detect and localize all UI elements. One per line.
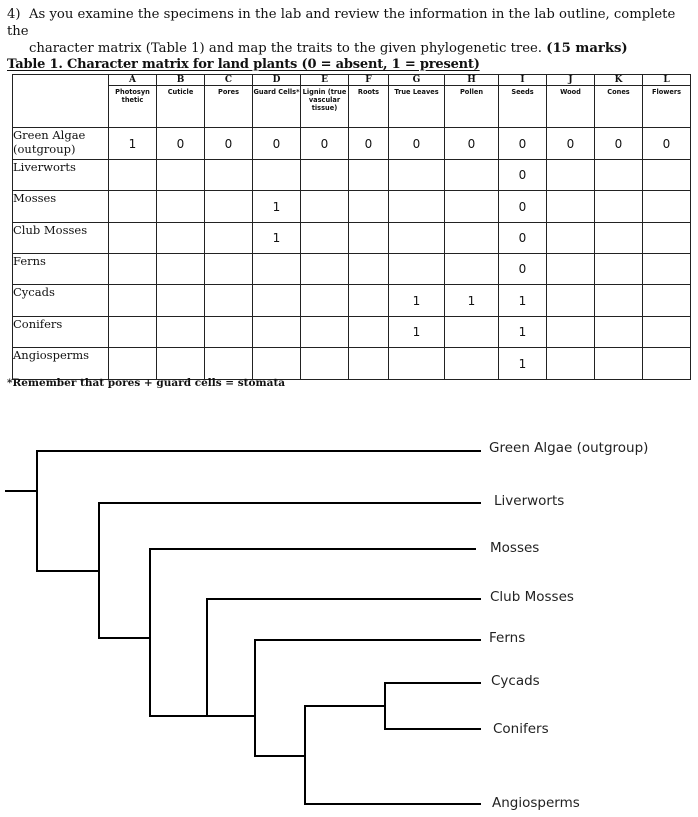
matrix-cell-d[interactable]: 1: [253, 191, 301, 223]
column-header-b: [157, 75, 205, 128]
column-trait-label: Lignin (true vascular tissue): [302, 88, 347, 112]
taxon-name-cell: Cycads: [13, 285, 109, 317]
question-line-2: character matrix (Table 1) and map the traits to the given phylogenetic tree.: [29, 41, 542, 56]
matrix-cell-d[interactable]: [253, 317, 301, 348]
matrix-cell-j[interactable]: 0: [547, 128, 595, 160]
table-row: [13, 128, 691, 160]
column-letter: B: [157, 75, 204, 86]
matrix-cell-d[interactable]: [253, 254, 301, 285]
matrix-cell-g[interactable]: [389, 254, 445, 285]
question-text: [7, 6, 687, 57]
tree-label-ferns: Ferns: [489, 630, 526, 646]
matrix-cell-e[interactable]: [301, 254, 349, 285]
column-header-g: [389, 75, 445, 128]
matrix-cell-i[interactable]: 1: [499, 285, 547, 317]
matrix-cell-a[interactable]: [109, 348, 157, 380]
matrix-cell-c[interactable]: [205, 254, 253, 285]
taxon-name-cell: Ferns: [13, 254, 109, 285]
matrix-cell-d[interactable]: [253, 285, 301, 317]
matrix-cell-h[interactable]: [445, 317, 499, 348]
tree-label-angiosperms: Angiosperms: [492, 795, 580, 811]
taxon-name-cell: Conifers: [13, 317, 109, 348]
matrix-cell-j[interactable]: [547, 160, 595, 191]
matrix-cell-h[interactable]: [445, 254, 499, 285]
matrix-cell-k[interactable]: [595, 285, 643, 317]
matrix-cell-j[interactable]: [547, 254, 595, 285]
footnote: *Remember that pores + guard cells = stomata: [7, 377, 286, 389]
matrix-body: [13, 128, 691, 380]
column-header-e: [301, 75, 349, 128]
column-trait-label: Guard Cells*: [253, 88, 300, 96]
matrix-cell-k[interactable]: 0: [595, 128, 643, 160]
matrix-cell-b[interactable]: [157, 223, 205, 254]
column-header-c: [205, 75, 253, 128]
matrix-cell-d[interactable]: 1: [253, 223, 301, 254]
table-row: [13, 348, 691, 380]
column-letter: J: [547, 75, 594, 86]
column-header-h: [445, 75, 499, 128]
column-letter: G: [389, 75, 444, 86]
column-letter: H: [445, 75, 498, 86]
matrix-cell-g[interactable]: 1: [389, 285, 445, 317]
matrix-cell-b[interactable]: [157, 317, 205, 348]
matrix-cell-g[interactable]: 0: [389, 128, 445, 160]
matrix-cell-k[interactable]: [595, 254, 643, 285]
question-line-1: As you examine the specimens in the lab and review the information in the lab outline, complete the: [7, 7, 676, 39]
matrix-cell-c[interactable]: [205, 191, 253, 223]
matrix-cell-b[interactable]: [157, 285, 205, 317]
matrix-cell-f[interactable]: [349, 191, 389, 223]
matrix-cell-a[interactable]: [109, 317, 157, 348]
tree-label-mosses: Mosses: [490, 540, 540, 556]
table-row: [13, 223, 691, 254]
column-trait-label: Seeds: [511, 88, 534, 96]
column-trait-label: Photosyn thetic: [115, 88, 150, 104]
table-row: [13, 317, 691, 348]
matrix-cell-g[interactable]: [389, 160, 445, 191]
tree-label-club-mosses: Club Mosses: [490, 589, 574, 605]
taxon-name-cell: Green Algae (outgroup): [13, 128, 109, 160]
matrix-cell-g[interactable]: [389, 223, 445, 254]
column-trait-label: Cuticle: [167, 88, 194, 96]
matrix-cell-f[interactable]: [349, 160, 389, 191]
column-trait-label: True Leaves: [394, 88, 439, 96]
matrix-cell-d[interactable]: [253, 348, 301, 380]
matrix-cell-b[interactable]: 0: [157, 128, 205, 160]
matrix-cell-c[interactable]: [205, 223, 253, 254]
matrix-cell-l[interactable]: [643, 191, 691, 223]
table-row: [13, 254, 691, 285]
column-header-k: [595, 75, 643, 128]
column-letter: D: [253, 75, 300, 86]
column-trait-label: Flowers: [651, 88, 682, 96]
column-trait-label: Roots: [357, 88, 380, 96]
taxon-name-cell: Club Mosses: [13, 223, 109, 254]
matrix-cell-c[interactable]: 0: [205, 128, 253, 160]
matrix-cell-b[interactable]: [157, 254, 205, 285]
taxon-name-cell: Angiosperms: [13, 348, 109, 380]
phylogenetic-tree: [0, 420, 698, 817]
matrix-cell-l[interactable]: [643, 317, 691, 348]
column-letter: L: [643, 75, 690, 86]
matrix-cell-j[interactable]: [547, 285, 595, 317]
matrix-cell-e[interactable]: 0: [301, 128, 349, 160]
column-header-i: [499, 75, 547, 128]
matrix-cell-h[interactable]: [445, 223, 499, 254]
matrix-cell-f[interactable]: 0: [349, 128, 389, 160]
table-row: [13, 160, 691, 191]
matrix-cell-i[interactable]: 1: [499, 317, 547, 348]
matrix-cell-k[interactable]: [595, 191, 643, 223]
matrix-cell-c[interactable]: [205, 317, 253, 348]
matrix-cell-h[interactable]: 0: [445, 128, 499, 160]
matrix-cell-e[interactable]: [301, 160, 349, 191]
tree-label-green-algae: Green Algae (outgroup): [489, 440, 649, 456]
matrix-cell-j[interactable]: [547, 223, 595, 254]
column-letter: K: [595, 75, 642, 86]
matrix-cell-l[interactable]: [643, 348, 691, 380]
matrix-cell-i[interactable]: 1: [499, 348, 547, 380]
header-corner-cell: [13, 75, 109, 128]
table-row: [13, 191, 691, 223]
matrix-cell-i[interactable]: 0: [499, 254, 547, 285]
matrix-cell-l[interactable]: [643, 223, 691, 254]
matrix-cell-e[interactable]: [301, 317, 349, 348]
matrix-cell-e[interactable]: [301, 348, 349, 380]
matrix-cell-c[interactable]: [205, 285, 253, 317]
matrix-cell-j[interactable]: [547, 191, 595, 223]
matrix-cell-i[interactable]: 0: [499, 128, 547, 160]
header-row: [13, 75, 691, 128]
matrix-cell-b[interactable]: [157, 191, 205, 223]
matrix-cell-k[interactable]: [595, 317, 643, 348]
matrix-cell-d[interactable]: 0: [253, 128, 301, 160]
matrix-cell-j[interactable]: [547, 317, 595, 348]
tree-label-cycads: Cycads: [491, 673, 540, 689]
matrix-cell-f[interactable]: [349, 348, 389, 380]
matrix-cell-i[interactable]: 0: [499, 223, 547, 254]
matrix-cell-a[interactable]: 1: [109, 128, 157, 160]
matrix-cell-b[interactable]: [157, 348, 205, 380]
taxon-name-cell: Mosses: [13, 191, 109, 223]
matrix-cell-a[interactable]: [109, 254, 157, 285]
matrix-cell-h[interactable]: [445, 191, 499, 223]
matrix-cell-h[interactable]: [445, 348, 499, 380]
matrix-cell-j[interactable]: [547, 348, 595, 380]
table-caption: Table 1. Character matrix for land plants (0 = absent, 1 = present): [7, 57, 480, 72]
matrix-cell-l[interactable]: [643, 285, 691, 317]
matrix-cell-g[interactable]: [389, 348, 445, 380]
column-letter: I: [499, 75, 546, 86]
matrix-cell-c[interactable]: [205, 348, 253, 380]
matrix-cell-l[interactable]: [643, 254, 691, 285]
matrix-cell-i[interactable]: 0: [499, 160, 547, 191]
matrix-cell-f[interactable]: [349, 285, 389, 317]
matrix-cell-h[interactable]: 1: [445, 285, 499, 317]
matrix-cell-b[interactable]: [157, 160, 205, 191]
question-marks: (15 marks): [546, 41, 628, 56]
column-letter: A: [109, 75, 156, 86]
matrix-cell-e[interactable]: [301, 223, 349, 254]
matrix-cell-f[interactable]: [349, 317, 389, 348]
matrix-cell-a[interactable]: [109, 223, 157, 254]
matrix-cell-a[interactable]: [109, 160, 157, 191]
matrix-cell-g[interactable]: 1: [389, 317, 445, 348]
matrix-cell-k[interactable]: [595, 160, 643, 191]
matrix-cell-l[interactable]: [643, 160, 691, 191]
tree-label-conifers: Conifers: [493, 721, 549, 737]
matrix-cell-e[interactable]: [301, 191, 349, 223]
matrix-cell-e[interactable]: [301, 285, 349, 317]
column-trait-label: Pores: [217, 88, 239, 96]
taxon-name-cell: Liverworts: [13, 160, 109, 191]
column-header-d: [253, 75, 301, 128]
table-row: [13, 285, 691, 317]
matrix-cell-l[interactable]: 0: [643, 128, 691, 160]
matrix-cell-a[interactable]: [109, 191, 157, 223]
matrix-cell-a[interactable]: [109, 285, 157, 317]
matrix-cell-h[interactable]: [445, 160, 499, 191]
question-number: 4): [7, 7, 21, 22]
column-trait-label: Wood: [560, 88, 581, 96]
matrix-cell-k[interactable]: [595, 223, 643, 254]
column-header-j: [547, 75, 595, 128]
column-letter: F: [349, 75, 388, 86]
tree-label-liverworts: Liverworts: [494, 493, 565, 509]
matrix-cell-c[interactable]: [205, 160, 253, 191]
column-letter: C: [205, 75, 252, 86]
matrix-cell-f[interactable]: [349, 223, 389, 254]
matrix-cell-k[interactable]: [595, 348, 643, 380]
matrix-cell-g[interactable]: [389, 191, 445, 223]
character-matrix-table: [12, 74, 691, 380]
column-header-a: [109, 75, 157, 128]
column-header-l: [643, 75, 691, 128]
column-letter: E: [301, 75, 348, 86]
column-trait-label: Cones: [607, 88, 630, 96]
column-header-f: [349, 75, 389, 128]
column-trait-label: Pollen: [459, 88, 484, 96]
matrix-cell-i[interactable]: 0: [499, 191, 547, 223]
matrix-cell-d[interactable]: [253, 160, 301, 191]
matrix-cell-f[interactable]: [349, 254, 389, 285]
